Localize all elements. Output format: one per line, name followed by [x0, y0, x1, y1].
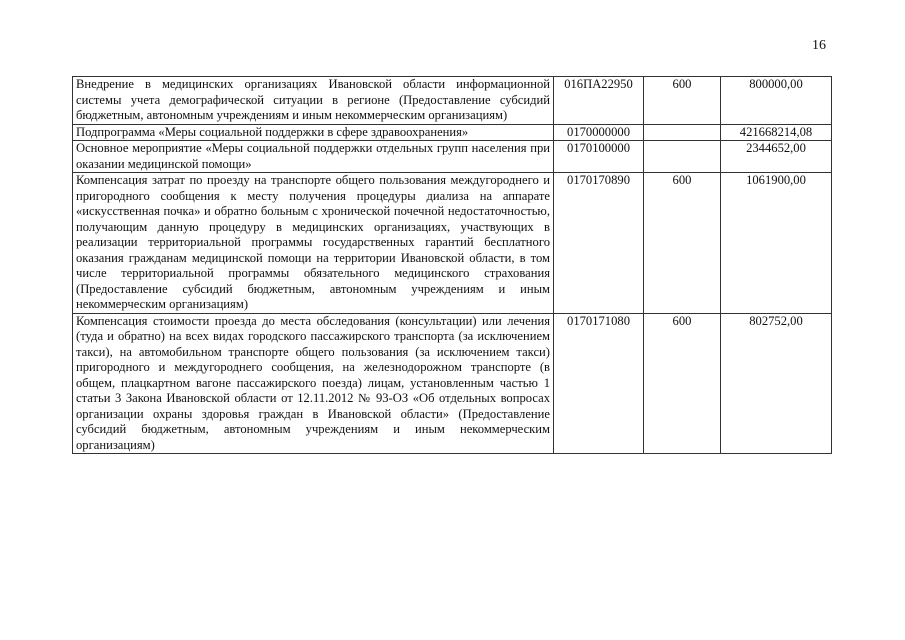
row-expense-type [644, 141, 721, 173]
table-row [73, 124, 832, 141]
table-row [73, 173, 832, 314]
row-amount: 1061900,00 [721, 173, 832, 314]
table-row [73, 141, 832, 173]
row-description: Компенсация стоимости проезда до места обследования (консультации) или лечения (туда и обратно) на всех видах городского пассажирского транспорта (за исключением такси), на автомобильном транспорте общего пользования (за исключением такси) пригородного и междугороднего сообщения, на железнодорожном транспорте (в общем, плацкартном вагоне пассажирского поезда) лицам, установленным частью 1 статьи 3 Закона Ивановской области от 12.11.2012 № 93-ОЗ «Об отдельных вопросах организации охраны здоровья граждан в Ивановской области» (Предоставление субсидий бюджетным, автономным учреждениям и иным некоммерческим организациям) [73, 313, 554, 454]
row-target-code: 0170170890 [554, 173, 644, 314]
row-description: Компенсация затрат по проезду на транспорте общего пользования междугороднего и пригородного сообщения к месту получения процедуры диализа на аппарате «искусственная почка» и обратно больным с хронической почечной недостаточностью, получающим данную процедуру в медицинских организациях, участвующих в реализации территориальной программы государственных гарантий бесплатного оказания гражданам медицинской помощи на территории Ивановской области, в том числе территориальной программы обязательного медицинского страхования (Предоставление субсидий бюджетным, автономным учреждениям и иным некоммерческим организациям) [73, 173, 554, 314]
budget-table [72, 76, 832, 454]
table-row [73, 77, 832, 125]
row-target-code: 0170100000 [554, 141, 644, 173]
row-target-code: 0170000000 [554, 124, 644, 141]
row-expense-type: 600 [644, 77, 721, 125]
row-target-code: 0170171080 [554, 313, 644, 454]
row-expense-type: 600 [644, 313, 721, 454]
row-amount: 800000,00 [721, 77, 832, 125]
row-amount: 802752,00 [721, 313, 832, 454]
row-description: Подпрограмма «Меры социальной поддержки в сфере здравоохранения» [73, 124, 554, 141]
page-number: 16 [812, 38, 826, 53]
row-expense-type: 600 [644, 173, 721, 314]
table-row [73, 313, 832, 454]
row-description: Основное мероприятие «Меры социальной поддержки отдельных групп населения при оказании медицинской помощи» [73, 141, 554, 173]
row-amount: 2344652,00 [721, 141, 832, 173]
row-target-code: 016ПА22950 [554, 77, 644, 125]
row-expense-type [644, 124, 721, 141]
row-amount: 421668214,08 [721, 124, 832, 141]
row-description: Внедрение в медицинских организациях Ивановской области информационной системы учета демографической ситуации в регионе (Предоставление субсидий бюджетным, автономным учреждениям и иным некоммерческим организациям) [73, 77, 554, 125]
